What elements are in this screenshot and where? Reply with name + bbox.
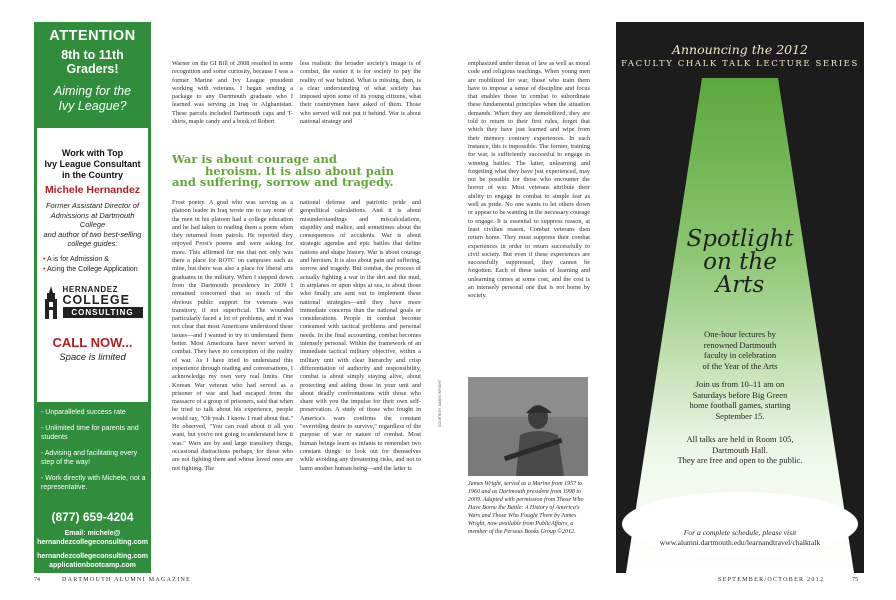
ad-aiming-line: Ivy League? bbox=[58, 99, 127, 113]
consulting-advertisement bbox=[34, 22, 151, 573]
photo-caption: James Wright, served as a Marine from 1957 to 1960 and as Dartmouth president from 1998 to 2009. Adapted with permission from Those Who Have Borne the Battle: A History of America's Wars and Those Who Fought Them by James Wright, now available from PublicAffairs, a member of the Perseus Books Group ©2012. bbox=[468, 481, 584, 535]
ad-grades bbox=[34, 48, 151, 76]
panel-join-line: Saturdays before Big Green bbox=[692, 389, 788, 400]
panel-join-line: September 15. bbox=[715, 410, 765, 421]
article-paragraph: less realistic the broader society's image is of combat, the easier it is for society to pay the reality of war behind. What is missing, then, is a clear understanding of what society has imposed upon some of its young citizens, what their countrymen have asked of them. Those who served will not put it behind. War is about national strategy and bbox=[300, 60, 421, 126]
ad-book-title: A is for Admission & bbox=[47, 255, 109, 263]
ad-book-title: Acing the College Application bbox=[47, 265, 138, 273]
page-number-right: 75 bbox=[852, 577, 858, 583]
ad-work-line: Ivy League Consultant bbox=[44, 159, 141, 169]
ad-call-now: CALL NOW... bbox=[52, 334, 133, 350]
panel-join-info bbox=[616, 379, 864, 421]
ad-contact-block bbox=[34, 530, 151, 570]
ad-aiming-line: Aiming for the bbox=[53, 84, 132, 98]
pull-quote-line: and suffering, sorrow and tragedy. bbox=[172, 175, 394, 189]
ad-benefit-item: - Work directly with Michele, not a representative. bbox=[41, 474, 146, 491]
panel-join-line: home football games, starting bbox=[689, 400, 791, 410]
panel-room-line: They are free and open to the public. bbox=[677, 455, 803, 465]
article-paragraph: emphasized under threat of law as well as moral code and religious teachings. When young men are mobilized for war, those who train them have to impose a sense of discipline and focus that enables those in combat to subordinate these fundamental principles when the situation demands. When they are demobilized, they are told to return to their first rules, forget that which they have just learned and wipe from their memory contrary experiences. In each instance, this is impossible. The former, training for war, is sufficiently successful to engage in winning battles. The latter, unlearning and forgetting what they have just experienced, may not be possible for those who encounter the horror of war. Most veterans attribute their ability to engage in combat to simple fear as well as pride. No one wants to let others down or appear to be wanting in the necessary courage to engage. It is essential to suppress reason, at least civilian reason. Combat veterans then return home. They must suppress their combat experiences in order to return successfully to civil society. But even if these experiences are successfully suppressed, they cannot be forgotten. Each of these tasks of learning and unlearning comes at some cost, and the cost is an intensely personal one that is not borne by society. bbox=[468, 60, 590, 300]
logo-line-1: HERNANDEZ bbox=[62, 284, 119, 294]
panel-room-line: All talks are held in Room 105, bbox=[686, 434, 794, 444]
ad-grades-line: Graders! bbox=[66, 62, 119, 76]
panel-schedule bbox=[616, 528, 864, 548]
ad-former-title bbox=[37, 201, 148, 249]
ad-book-item: • Acing the College Application bbox=[43, 265, 138, 273]
ad-phone[interactable]: (877) 659-4204 bbox=[51, 510, 134, 524]
panel-join-line: Join us from 10–11 am on bbox=[695, 379, 785, 389]
article-column-3 bbox=[172, 199, 293, 473]
panel-series-title: FACULTY CHALK TALK LECTURE SERIES bbox=[621, 59, 859, 69]
ad-former-line: and author of two best-selling bbox=[43, 229, 142, 239]
panel-desc-line: One-hour lectures by bbox=[704, 329, 776, 339]
ad-email-domain[interactable]: hernandezcollegeconsulting.com bbox=[37, 538, 148, 546]
ad-work-line: in the Country bbox=[62, 170, 123, 180]
panel-desc-line: renowned Dartmouth bbox=[703, 339, 777, 350]
ad-benefits-list bbox=[37, 408, 148, 499]
tower-icon bbox=[41, 285, 61, 321]
ad-aiming bbox=[34, 84, 151, 114]
panel-schedule-link[interactable]: www.alumni.dartmouth.edu/learnandtravel/chalktalk bbox=[659, 538, 821, 547]
article-paragraph: national defense and patriotic pride and geopolitical calculations. And it is about misunderstandings and miscalculations, stupidity and malice, and sometimes about the consequences of accidents. War is about strategic agendas and epic battles that define nations and shape history. War is about courage and heroism. It is also about pain and suffering, sorrow and tragedy. But combat, the process of actually fighting a war in the dirt and the mud, in airplanes or upon ships at sea, is about those who finally are sent out to implement these national strategies—and they have more immediate concerns than the national goals or considerations. People in combat become consumed with tactical problems and personal needs. In the final accounting, combat becomes intensely personal. Within the framework of an immediate tactical military objective, within a military unit with clear hierarchy and crisp differentiation of authority and responsibility, combat is about simply staying alive, about protecting and aiding those in your unit and about deadly confrontations with those who share with you the impulse for their own self-preservation. A study of those who fought in America's wars confirms the constant "overriding desire to survive," regardless of the purpose of war or nature of combat. Most human beings learn as infants to remember two constant things: to look out for themselves while avoiding any threatening risks, and not to harm another human being—and the latter is bbox=[300, 199, 421, 472]
ad-website-link[interactable]: applicationbootcamp.com bbox=[49, 561, 136, 569]
ad-attention: ATTENTION bbox=[49, 28, 136, 44]
ad-former-line: Former Assistant Director of bbox=[45, 201, 140, 210]
ad-book-item: • A is for Admission & bbox=[43, 255, 109, 263]
ad-book-list bbox=[43, 255, 148, 275]
ad-former-line: Admissions at Dartmouth College bbox=[50, 210, 135, 229]
ad-website-link[interactable]: hernandezcollegeconsulting.com bbox=[37, 553, 148, 560]
panel-room-line: Dartmouth Hall. bbox=[712, 444, 768, 455]
article-column-4 bbox=[300, 199, 421, 473]
panel-desc-line: of the Year of the Arts bbox=[702, 360, 778, 371]
ad-work-line: Work with Top bbox=[61, 148, 124, 158]
ad-benefit-item: - Advising and facilitating every step of the way! bbox=[41, 449, 138, 466]
ad-space-limited: Space is limited bbox=[59, 351, 126, 363]
pull-quote-line: heroism. It is also about pain bbox=[205, 163, 394, 178]
logo-line-2: COLLEGE bbox=[62, 292, 130, 307]
panel-room-info bbox=[616, 434, 864, 466]
spotlight-title bbox=[616, 228, 864, 297]
veteran-photo bbox=[468, 377, 588, 476]
panel-desc-line: faculty in celebration bbox=[703, 350, 777, 360]
chalk-talk-announcement bbox=[616, 22, 864, 573]
article-paragraph: Frost poetry. A grad who was serving as a platoon leader in Iraq wrote me to say none of the men in his platoon had a college education and he had taken to reading them a poem when they returned from patrols. He reported they enjoyed Frost's poems and were asking for more. This affirmed for me that not only was there a place for ROTC on campuses such as mine, but there was also a place for liberal arts graduates in the military. When I stepped down from the Dartmouth presidency in 2009 I remained concerned that so much of the obvious public support for veterans was transitory, if not superficial. The wounded particularly faced a lot of problems, and it was not clear that most Americans understood these issues—and I wanted to try to understand them better. Most Americans have never served in combat. They have no conception of the reality of war. As I have tried to understand this experience through reading and conversations, I acknowledge my own very real limits. One Korean War veteran who had served as a prisoner of war and had escaped from the massacre of a group of prisoners, said that when he tried to talk about his experience, people would say, "Oh yeah. I know. I read about that." He observed, "You can read about it all you want, but you're not going to understand how it was." Wars are by and large transitory things, occasional distractions perhaps, for those who are not fighting them and whose loved ones are not fighting. The bbox=[172, 199, 293, 472]
article-column-5 bbox=[468, 60, 590, 301]
ad-benefit-item: - Unparalleled success rate bbox=[41, 409, 126, 416]
spotlight-line: Arts bbox=[715, 272, 765, 298]
ad-benefit-item: - Unlimited time for parents and students bbox=[41, 424, 139, 441]
article-column-1 bbox=[172, 60, 293, 126]
hernandez-logo bbox=[41, 285, 145, 321]
spotlight-line: Spotlight bbox=[686, 226, 794, 252]
spotlight-line: on the bbox=[703, 249, 777, 275]
page-number-left: 74 bbox=[34, 577, 40, 583]
ad-email-label[interactable]: Email: michele@ bbox=[64, 530, 121, 537]
panel-announcing: Announcing the 2012 bbox=[671, 42, 809, 57]
ad-white-box bbox=[37, 128, 148, 402]
issue-date: SEPTEMBER/OCTOBER 2012 bbox=[718, 577, 825, 583]
pull-quote-line: War is about courage and bbox=[172, 152, 337, 166]
pull-quote bbox=[172, 154, 425, 189]
magazine-name: DARTMOUTH ALUMNI MAGAZINE bbox=[62, 577, 192, 583]
ad-grades-line: 8th to 11th bbox=[61, 48, 124, 62]
ad-header bbox=[34, 22, 151, 128]
ad-consultant-name: Michele Hernandez bbox=[44, 184, 141, 196]
article-column-2 bbox=[300, 60, 421, 126]
panel-schedule-line: For a complete schedule, please visit bbox=[683, 528, 797, 537]
article-paragraph: Warner on the GI Bill of 2008 resulted in some recognition and some curiosity, because I was a former Marine and Ivy League president working with veterans. I began sending a package to any Dartmouth graduate who I learned was serving in Iraq or Afghanistan. These parcels included Dartmouth caps and T-shirts, maple candy and a book of Robert bbox=[172, 60, 293, 126]
logo-line-3: CONSULTING bbox=[63, 307, 143, 318]
ad-work-with bbox=[37, 148, 148, 181]
ad-former-line: college guides: bbox=[67, 239, 118, 248]
photo-credit: COURTESY JAMES WRIGHT bbox=[438, 379, 442, 427]
panel-description bbox=[616, 329, 864, 371]
soldier-photo-image bbox=[468, 377, 588, 476]
